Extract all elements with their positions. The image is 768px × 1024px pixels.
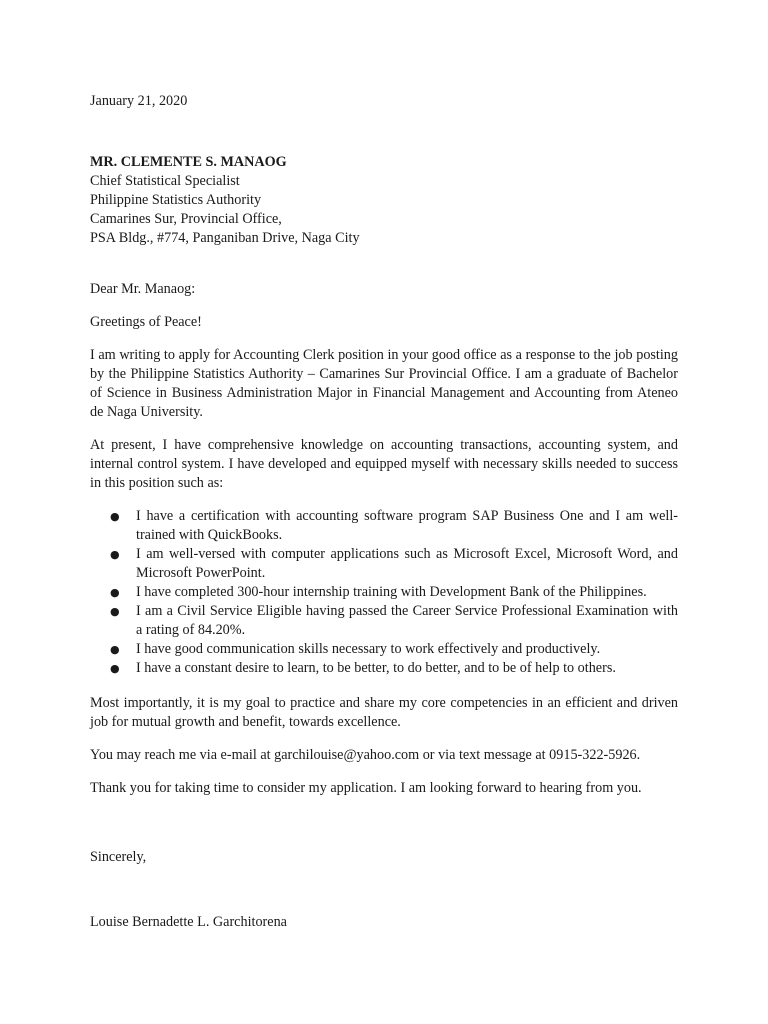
greeting: Greetings of Peace! bbox=[90, 314, 202, 330]
list-item bbox=[90, 640, 678, 659]
list-item-text: I have good communication skills necessary to work effectively and productively. bbox=[136, 641, 601, 657]
body-paragraph-contact: You may reach me via e-mail at garchilouise@yahoo.com or via text message at 0915-322-5926. bbox=[90, 747, 641, 763]
recipient-organization: Philippine Statistics Authority bbox=[90, 192, 262, 208]
list-item-text: I am well-versed with computer applications such as Microsoft Excel, Microsoft Word, and Microsoft PowerPoint. bbox=[136, 546, 678, 581]
signature-name: Louise Bernadette L. Garchitorena bbox=[90, 914, 287, 930]
bullet-icon: ● bbox=[110, 605, 120, 618]
list-item-text: I have a constant desire to learn, to be better, to do better, and to be of help to others. bbox=[136, 660, 616, 676]
recipient-office: Camarines Sur, Provincial Office, bbox=[90, 211, 282, 227]
letter-date: January 21, 2020 bbox=[90, 93, 188, 109]
body-paragraph-goal: Most importantly, it is my goal to practice and share my core competencies in an efficient and driven job for mutual growth and benefit, towards excellence. bbox=[90, 695, 678, 730]
body-paragraph-thanks: Thank you for taking time to consider my application. I am looking forward to hearing from you. bbox=[90, 780, 642, 796]
list-item bbox=[90, 507, 678, 545]
list-item-text: I have a certification with accounting software program SAP Business One and I am well-trained with QuickBooks. bbox=[136, 508, 678, 543]
list-item bbox=[90, 583, 678, 602]
bullet-icon: ● bbox=[110, 510, 120, 523]
closing: Sincerely, bbox=[90, 849, 147, 865]
recipient-title: Chief Statistical Specialist bbox=[90, 173, 240, 189]
list-item-text: I have completed 300-hour internship training with Development Bank of the Philippines. bbox=[136, 584, 647, 600]
bullet-icon: ● bbox=[110, 662, 120, 675]
skills-list bbox=[90, 507, 678, 678]
body-paragraph-skills-intro: At present, I have comprehensive knowledge on accounting transactions, accounting system, and internal control system. I have developed and equipped myself with necessary skills needed to success in this position such as: bbox=[90, 437, 678, 491]
list-item bbox=[90, 602, 678, 640]
list-item bbox=[90, 659, 678, 678]
recipient-address-block bbox=[90, 153, 678, 248]
list-item bbox=[90, 545, 678, 583]
body-paragraph-intro: I am writing to apply for Accounting Clerk position in your good office as a response to the job posting by the Philippine Statistics Authority – Camarines Sur Provincial Office. I am a graduate of Bachelor of Science in Business Administration Major in Financial Management and Accounting from Ateneo de Naga University. bbox=[90, 347, 678, 420]
recipient-address: PSA Bldg., #774, Panganiban Drive, Naga City bbox=[90, 230, 360, 246]
list-item-text: I am a Civil Service Eligible having passed the Career Service Professional Examination with a rating of 84.20%. bbox=[136, 603, 678, 638]
recipient-name: MR. CLEMENTE S. MANAOG bbox=[90, 154, 287, 170]
bullet-icon: ● bbox=[110, 643, 120, 656]
bullet-icon: ● bbox=[110, 586, 120, 599]
letter-page bbox=[90, 92, 678, 932]
salutation: Dear Mr. Manaog: bbox=[90, 281, 196, 297]
bullet-icon: ● bbox=[110, 548, 120, 561]
